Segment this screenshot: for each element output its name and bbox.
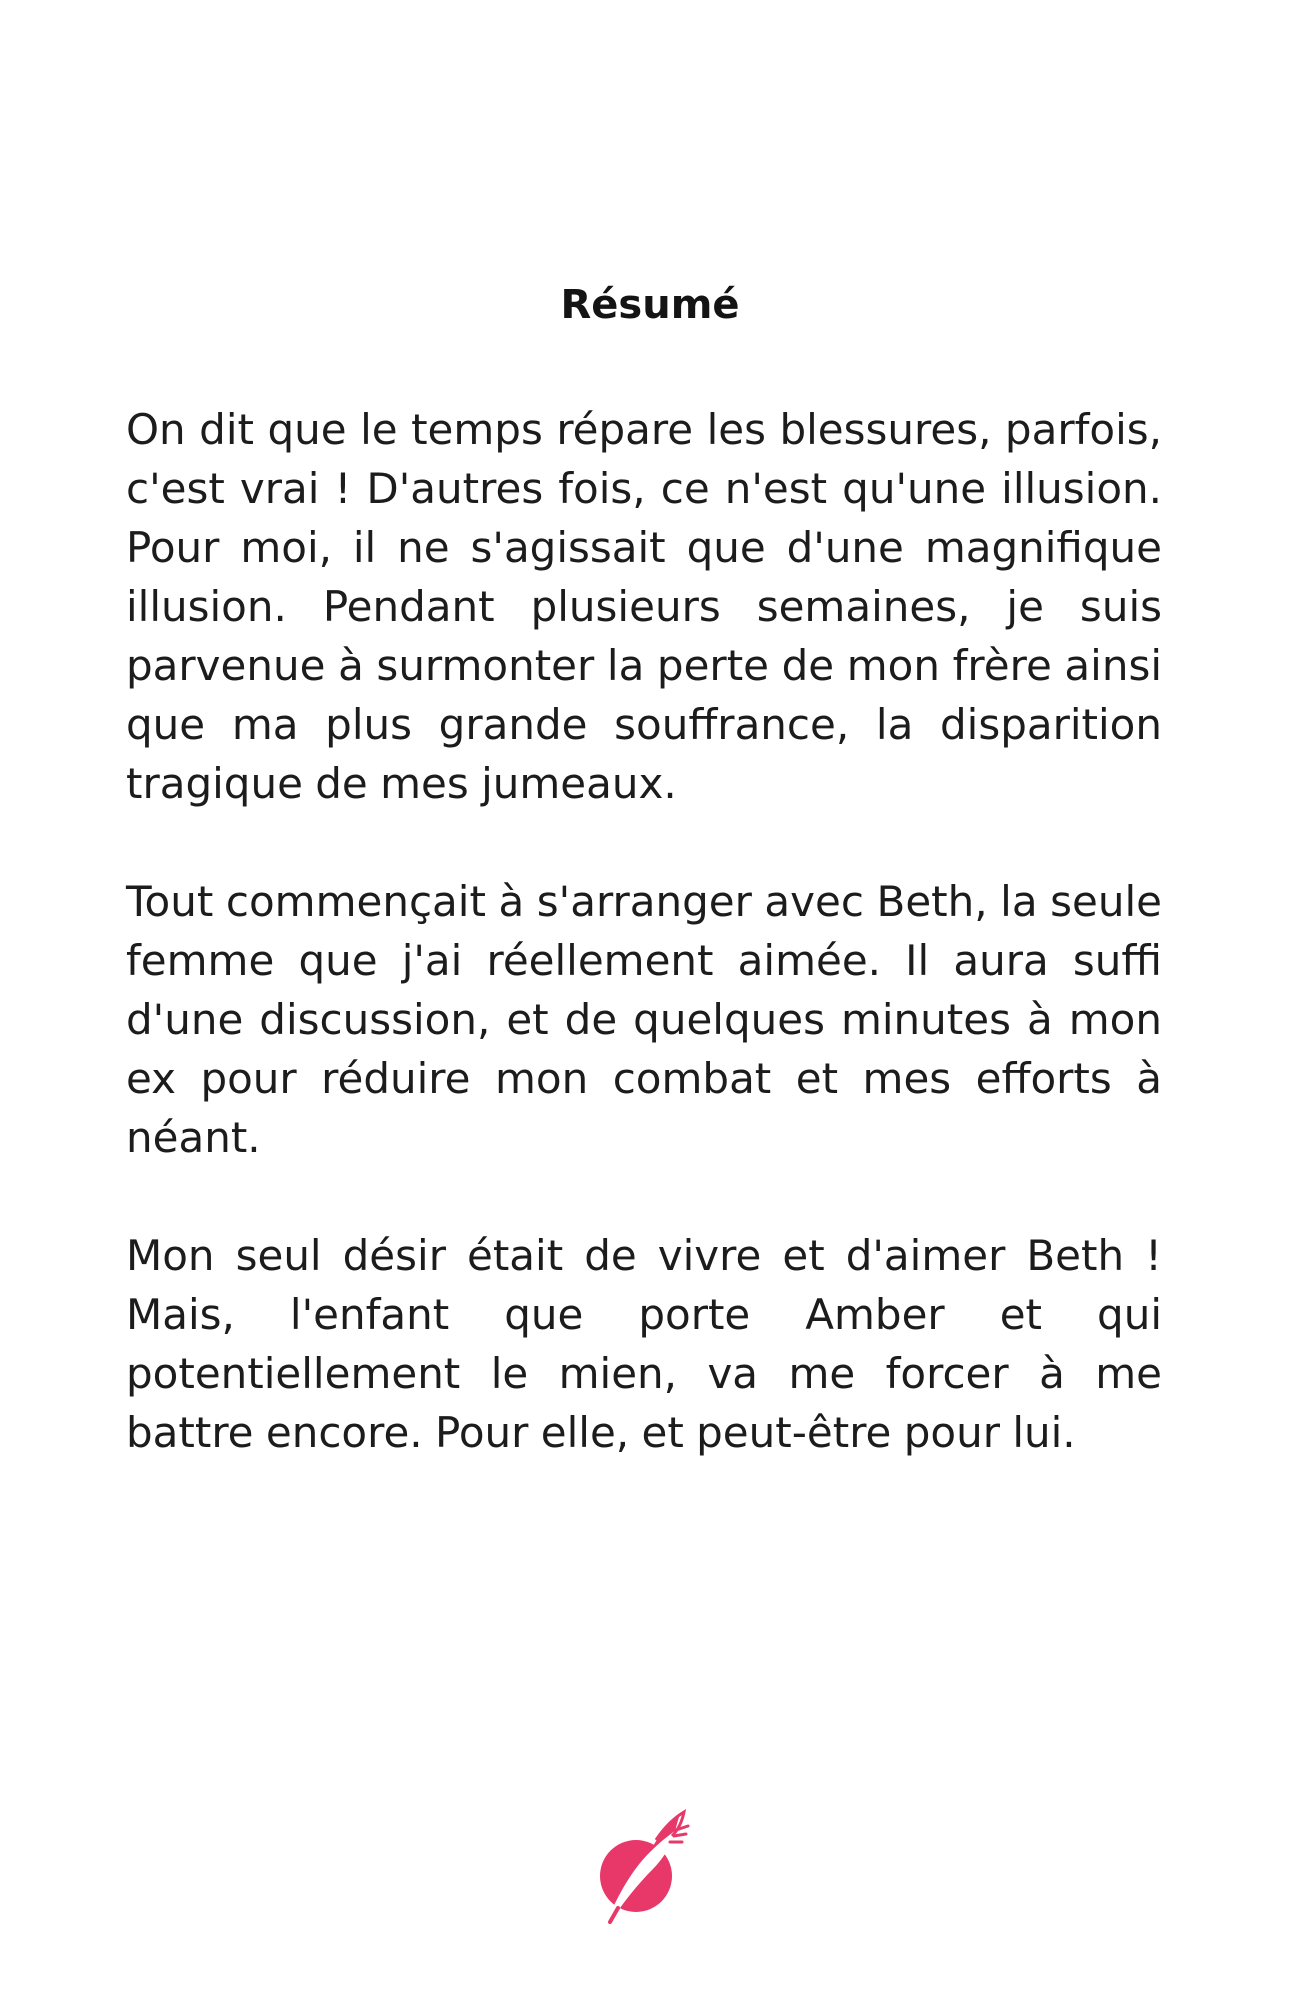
summary-paragraph-3: Mon seul désir était de vivre et d'aimer Beth ! Mais, l'enfant que porte Amber et qui potentiellement le mien, va me forcer à me battre encore. Pour elle, et peut-être pour lui. bbox=[126, 1231, 1162, 1457]
page-title: Résumé bbox=[560, 282, 740, 328]
publisher-logo bbox=[580, 1796, 700, 1936]
feather-quill-icon bbox=[580, 1796, 700, 1936]
summary-paragraph-1: On dit que le temps répare les blessures, parfois, c'est vrai ! D'autres fois, ce n'est qu'une illusion. Pour moi, il ne s'agissait que d'une magnifique illusion. Pendant plusieurs semaines, je suis parvenue à surmonter la perte de mon frère ainsi que ma plus grande souffrance, la disparition tragique de mes jumeaux. bbox=[126, 405, 1162, 808]
summary-text bbox=[126, 400, 1162, 1521]
summary-paragraph-2: Tout commençait à s'arranger avec Beth, la seule femme que j'ai réellement aimée. Il aura suffi d'une discussion, et de quelques minutes à mon ex pour réduire mon combat et mes efforts à néant. bbox=[126, 877, 1162, 1162]
